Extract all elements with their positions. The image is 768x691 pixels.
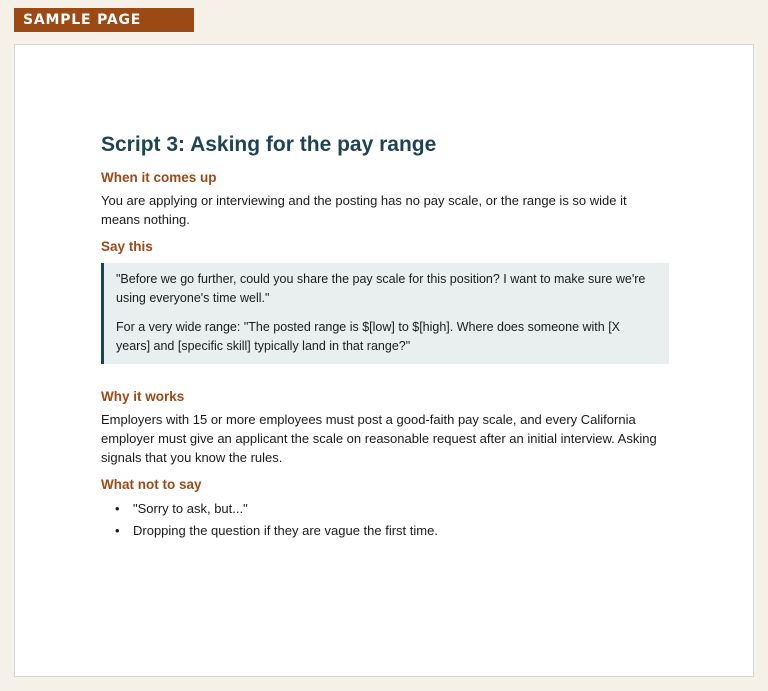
sample-page-banner: SAMPLE PAGE <box>14 8 194 32</box>
section-heading-why: Why it works <box>101 389 185 404</box>
bullet-icon: • <box>115 523 120 538</box>
what-not-to-say-list <box>101 499 669 540</box>
document-content <box>101 131 669 543</box>
list-item-text: Dropping the question if they are vague the first time. <box>133 523 438 538</box>
section-heading-say: Say this <box>101 239 153 254</box>
section-body-why: Employers with 15 or more employees must post a good-faith pay scale, and every California employer must give an applicant the scale on reasonable request after an initial interview. Asking signals that you know the rules. <box>101 412 657 465</box>
list-item <box>101 499 669 518</box>
page-title: Script 3: Asking for the pay range <box>101 133 437 156</box>
list-item <box>101 521 669 540</box>
bullet-icon: • <box>115 501 120 516</box>
document-page <box>14 44 754 677</box>
section-heading-not: What not to say <box>101 477 202 492</box>
script-quote-text-wide-range: For a very wide range: "The posted range is $[low] to $[high]. Where does someone with [X years] and [specific skill] typically land in that range?" <box>116 320 621 353</box>
script-quote-box <box>101 263 669 364</box>
section-heading-when: When it comes up <box>101 170 217 185</box>
section-body-when: You are applying or interviewing and the posting has no pay scale, or the range is so wide it means nothing. <box>101 193 627 227</box>
list-item-text: "Sorry to ask, but..." <box>133 501 248 516</box>
script-quote-text: "Before we go further, could you share the pay scale for this position? I want to make sure we're using everyone's time well." <box>116 272 646 305</box>
